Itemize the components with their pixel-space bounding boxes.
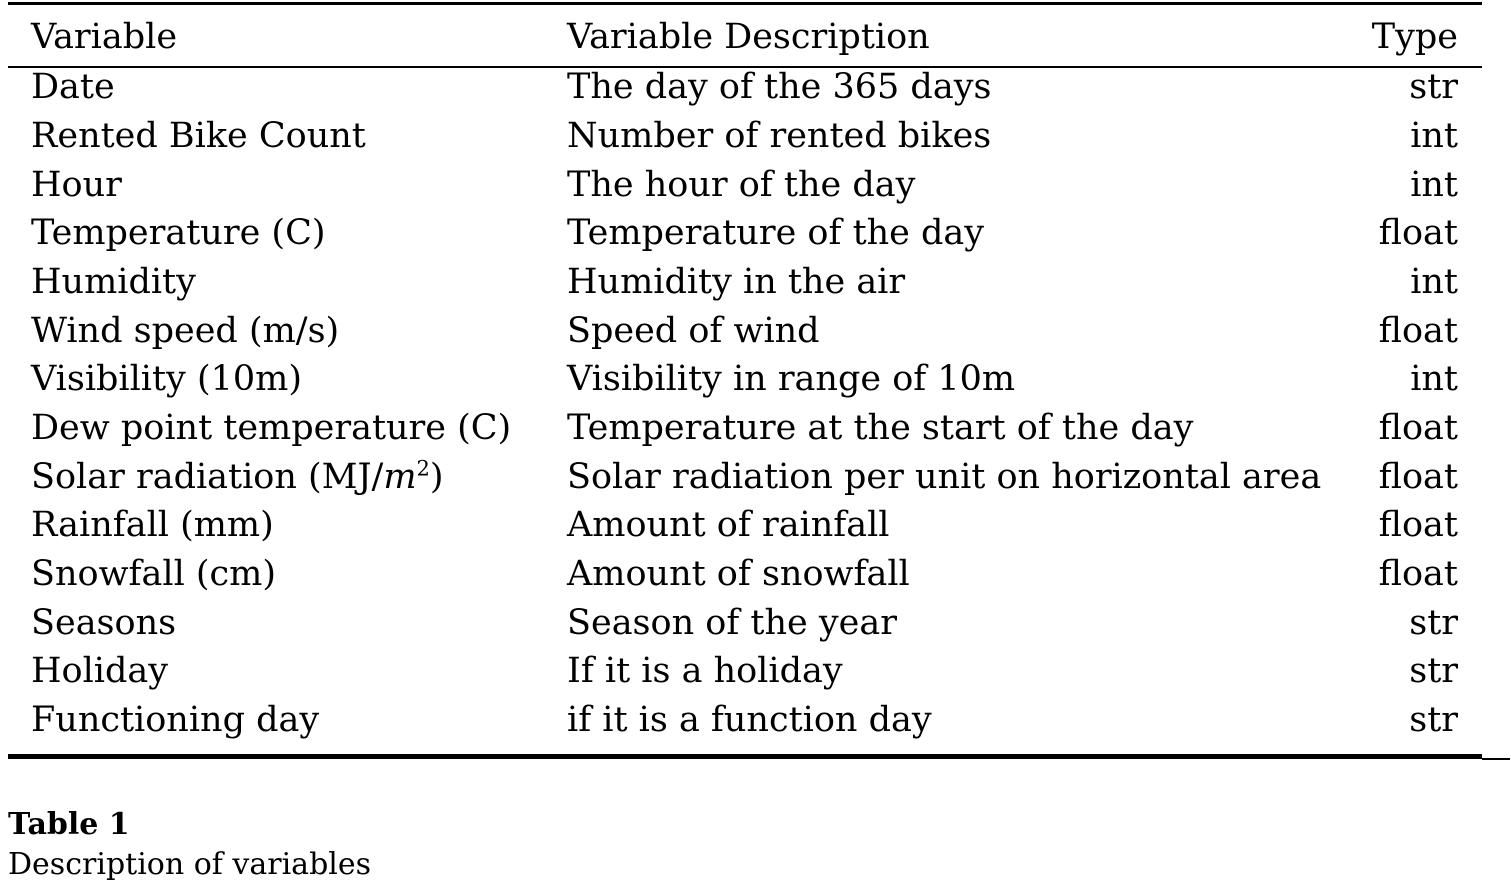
table-row: [8, 599, 1482, 647]
cell-type: float: [1378, 408, 1458, 448]
cell-variable: Snowfall (cm): [31, 554, 276, 594]
cell-type: int: [1410, 165, 1458, 205]
cell-variable: Dew point temperature (C): [31, 408, 512, 448]
cell-description: Season of the year: [567, 603, 897, 643]
cell-variable: Hour: [31, 165, 122, 205]
cell-type: int: [1410, 359, 1458, 399]
cell-variable: Seasons: [31, 603, 177, 643]
table-row: [8, 63, 1482, 111]
cell-description: The hour of the day: [567, 165, 916, 205]
cell-description: Number of rented bikes: [567, 116, 992, 156]
cell-variable-math: m: [383, 457, 417, 497]
cell-variable: [31, 453, 444, 501]
table-row: [8, 355, 1482, 403]
cell-variable: Visibility (10m): [31, 359, 302, 399]
table-row: [8, 404, 1482, 452]
cell-variable: Rented Bike Count: [31, 116, 366, 156]
cell-variable-suffix: ): [429, 457, 444, 497]
cell-type: float: [1378, 213, 1458, 253]
table-header-row: [8, 13, 1482, 61]
table-top-rule: [8, 2, 1482, 5]
table-row: [8, 307, 1482, 355]
cell-variable: Rainfall (mm): [31, 505, 274, 545]
cell-type: int: [1410, 262, 1458, 302]
cell-description: Humidity in the air: [567, 262, 906, 302]
cell-type: float: [1378, 554, 1458, 594]
cell-description: Temperature of the day: [567, 213, 985, 253]
table-row: [8, 453, 1482, 501]
cell-variable: Temperature (C): [31, 213, 326, 253]
table-row: [8, 696, 1482, 744]
cell-description: Amount of snowfall: [567, 554, 910, 594]
cell-type: float: [1378, 311, 1458, 351]
cell-type: str: [1409, 651, 1458, 691]
cell-variable: Holiday: [31, 651, 169, 691]
header-type: Type: [1371, 17, 1458, 57]
cell-variable: Date: [31, 67, 115, 107]
cell-type: int: [1410, 116, 1458, 156]
cell-description: If it is a holiday: [567, 651, 843, 691]
table-caption-text: Description of variables: [8, 847, 372, 882]
cell-description: Temperature at the start of the day: [567, 408, 1194, 448]
table-caption-title: Table 1: [8, 807, 130, 842]
cell-variable-prefix: Solar radiation (MJ/: [31, 457, 384, 497]
cell-description: if it is a function day: [567, 700, 932, 740]
table-bottom-rule: [8, 754, 1482, 759]
cell-description: Speed of wind: [567, 311, 820, 351]
cell-variable: Humidity: [31, 262, 196, 302]
cell-type: str: [1409, 67, 1458, 107]
cell-description: Amount of rainfall: [567, 505, 890, 545]
table-row: [8, 550, 1482, 598]
cell-type: str: [1409, 700, 1458, 740]
header-variable: Variable: [31, 17, 178, 57]
table-bottom-rule-tail: [1482, 758, 1510, 760]
cell-description: The day of the 365 days: [567, 67, 992, 107]
cell-description: Visibility in range of 10m: [567, 359, 1016, 399]
cell-variable: Functioning day: [31, 700, 320, 740]
table-row: [8, 209, 1482, 257]
table-row: [8, 501, 1482, 549]
cell-type: str: [1409, 603, 1458, 643]
cell-variable: Wind speed (m/s): [31, 311, 340, 351]
cell-type: float: [1378, 457, 1458, 497]
table-row: [8, 647, 1482, 695]
table-row: [8, 258, 1482, 306]
cell-variable-superscript: 2: [416, 456, 430, 481]
table-row: [8, 112, 1482, 160]
cell-type: float: [1378, 505, 1458, 545]
header-description: Variable Description: [567, 17, 930, 57]
table-row: [8, 161, 1482, 209]
cell-description: Solar radiation per unit on horizontal area: [567, 457, 1322, 497]
